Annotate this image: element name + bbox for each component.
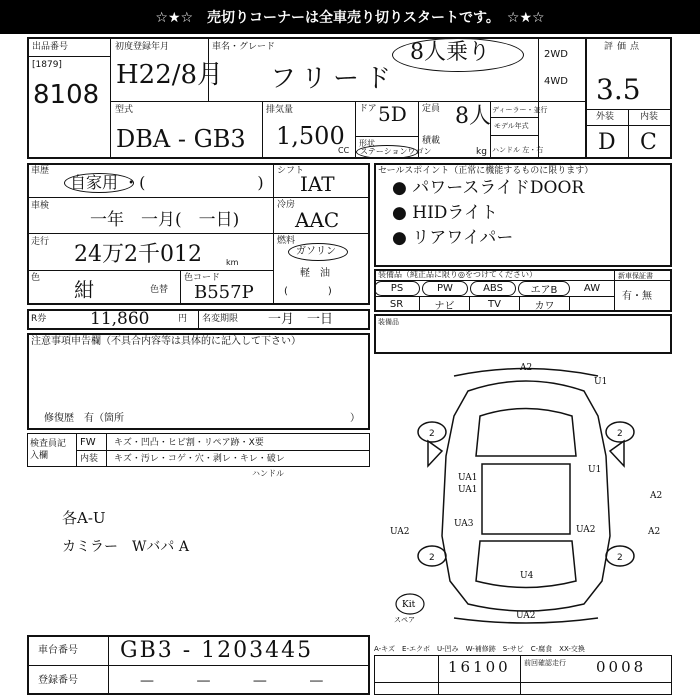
damage-legend: A-キズ E-エクボ U-凹み W-補修跡 S-サビ C-腐食 XX-交換 bbox=[374, 645, 585, 653]
doors-label: ドア bbox=[359, 104, 377, 114]
annotation-small: ハンドル bbox=[252, 469, 284, 478]
mileage-box-value: 16100 bbox=[448, 658, 511, 676]
counter-value: 0008 bbox=[596, 658, 647, 676]
equip-leather: カワ bbox=[520, 297, 570, 312]
mark-a2-top: A2 bbox=[520, 363, 533, 373]
ac-label: 冷房 bbox=[277, 200, 296, 210]
shape-label: 形状 bbox=[359, 139, 375, 148]
fw-label: FW bbox=[80, 437, 96, 448]
interior-value: C bbox=[640, 130, 657, 155]
model-label: 車名・グレード bbox=[212, 42, 276, 52]
report-label: 装備品 bbox=[378, 318, 399, 326]
doors-value: 5D bbox=[378, 102, 407, 126]
model-value: フリード bbox=[270, 64, 397, 94]
cc-unit: CC bbox=[338, 146, 350, 155]
inspection-label: 車検 bbox=[31, 201, 50, 211]
mark-a2-right: A2 bbox=[650, 491, 663, 501]
lot-label: 出品番号 bbox=[32, 42, 69, 52]
mark-u4-rear: U4 bbox=[520, 571, 534, 581]
note-line-1: 各A-U bbox=[62, 509, 106, 527]
new-car-label: 新車保証書 bbox=[618, 272, 653, 280]
equip-navi: ナビ bbox=[420, 297, 470, 312]
capacity-value: 8人 bbox=[455, 104, 491, 129]
handle-label: ハンドル 左・右 bbox=[492, 146, 544, 154]
mileage-box-label: 前回確認走行 bbox=[524, 659, 566, 667]
shape-value: ステーションワゴン bbox=[360, 147, 432, 156]
fuel-label: 燃料 bbox=[277, 236, 296, 246]
lot-sub: [1879] bbox=[32, 60, 62, 70]
wheel-mark-fl: 2 bbox=[429, 429, 435, 439]
remarks-title: 注意事項申告欄（不具合内容等は具体的に記入して下さい） bbox=[31, 336, 301, 347]
equip-tv: TV bbox=[470, 297, 520, 312]
color-change-label: 色替 bbox=[150, 285, 169, 295]
score-value: 3.5 bbox=[596, 73, 641, 106]
wheel-mark-fr: 2 bbox=[617, 429, 623, 439]
mark-u1-right: U1 bbox=[588, 465, 602, 475]
drive-2wd: 2WD bbox=[544, 49, 568, 60]
recycle-unit: 円 bbox=[178, 314, 188, 324]
recycle-label: R券 bbox=[31, 314, 47, 324]
color-code-value: B557P bbox=[194, 282, 254, 303]
type-label: 型式 bbox=[115, 105, 134, 115]
inspection-value: 一年 一月( 一日) bbox=[90, 210, 240, 230]
ac-value: AAC bbox=[295, 208, 340, 232]
new-car-value: 有・無 bbox=[622, 291, 652, 302]
name-limit-label: 名変期限 bbox=[202, 314, 239, 324]
name-limit-value: 一月 一日 bbox=[268, 312, 334, 327]
shift-value: IAT bbox=[300, 172, 335, 196]
kit-label: Kit bbox=[402, 600, 416, 610]
repair-label: 修復歴 有（箇所 bbox=[44, 413, 124, 424]
exterior-label: 外装 bbox=[596, 112, 615, 122]
mileage-value: 24万2千012 bbox=[74, 242, 202, 267]
sales-point-2: ● HIDライト bbox=[392, 203, 498, 223]
note-value: 8人乗り bbox=[410, 40, 490, 65]
repair-close: ） bbox=[350, 413, 360, 424]
capacity-label: 定員 bbox=[422, 104, 441, 114]
interior-label: 内装 bbox=[640, 112, 659, 122]
note-line-2: カミラー Wバパ A bbox=[62, 539, 189, 555]
load-unit: kg bbox=[476, 147, 487, 157]
spare-label: スペア bbox=[394, 616, 415, 624]
interior-items-label: 内装 bbox=[80, 454, 99, 464]
reg-value: H22/8月 bbox=[116, 60, 224, 90]
equip-aw: AW bbox=[583, 283, 601, 294]
fuel-paren: ( ) bbox=[284, 286, 332, 297]
fuel-value: ガソリン bbox=[296, 246, 336, 257]
chassis-value: GB3 - 1203445 bbox=[120, 638, 314, 663]
mark-u1-top: U1 bbox=[594, 377, 608, 387]
load-label: 積載 bbox=[422, 136, 441, 146]
mileage-label: 走行 bbox=[31, 237, 50, 247]
wheel-mark-rr: 2 bbox=[617, 553, 623, 563]
banner: ☆★☆ 売切りコーナーは全車売り切りスタートです。 ☆★☆ bbox=[0, 0, 700, 34]
recycle-value: 11,860 bbox=[90, 309, 150, 329]
color-code-label: 色コード bbox=[184, 273, 221, 283]
mark-ua2-rear: UA2 bbox=[516, 611, 536, 621]
interior-items: キズ・汚レ・コゲ・穴・剥レ・キレ・破レ bbox=[114, 454, 285, 464]
type-value: DBA - GB3 bbox=[116, 125, 246, 153]
mark-ua3-center: UA3 bbox=[454, 519, 474, 529]
plate-value: — — — — bbox=[140, 673, 332, 689]
history-value: 自家用 ・( ) bbox=[70, 173, 264, 192]
chassis-label: 車台番号 bbox=[38, 645, 78, 656]
shift-label: シフト bbox=[277, 166, 305, 176]
wheel-mark-rl: 2 bbox=[429, 553, 435, 563]
drive-4wd: 4WD bbox=[544, 76, 568, 87]
lot-number: 8108 bbox=[33, 80, 100, 110]
sales-point-1: ● パワースライドDOOR bbox=[392, 178, 585, 198]
reg-label: 初度登録年月 bbox=[115, 42, 170, 52]
cc-value: 1,500 bbox=[276, 122, 345, 150]
history-label: 車歴 bbox=[31, 166, 50, 176]
equip-pw: PW bbox=[422, 281, 468, 296]
car-damage-diagram bbox=[380, 356, 672, 626]
color-value: 紺 bbox=[74, 278, 94, 302]
report-frame bbox=[374, 314, 672, 354]
mark-ua2-left: UA2 bbox=[390, 527, 410, 537]
dealer-label: ディーラー・並行 bbox=[492, 106, 548, 114]
equip-ps: PS bbox=[374, 281, 420, 296]
color-label: 色 bbox=[31, 273, 41, 283]
mileage-unit: km bbox=[226, 258, 239, 267]
fuel-alt: 軽 油 bbox=[300, 268, 330, 279]
mark-ua2-right: UA2 bbox=[576, 525, 596, 535]
equip-airbag: エアB bbox=[518, 281, 570, 296]
exterior-value: D bbox=[598, 130, 616, 155]
mark-a2-right2: A2 bbox=[648, 527, 661, 537]
mark-ua1-left: UA1 bbox=[458, 473, 478, 483]
equip-sr: SR bbox=[374, 297, 420, 312]
mark-ua1-left2: UA1 bbox=[458, 485, 478, 495]
inspector-label: 検査員記入欄 bbox=[30, 439, 67, 461]
cc-label: 排気量 bbox=[266, 105, 294, 115]
score-label: 評価点 bbox=[604, 42, 644, 52]
equip-abs: ABS bbox=[470, 281, 516, 296]
fw-items: キズ・凹凸・ヒビ割・リペア跡・X要 bbox=[114, 438, 264, 448]
model-year-label: モデル年式 bbox=[494, 122, 529, 130]
sales-point-3: ● リアワイパー bbox=[392, 228, 514, 248]
plate-label: 登録番号 bbox=[38, 675, 78, 686]
sales-title: セールスポイント（正常に機能するものに限ります） bbox=[378, 166, 594, 176]
equipment-title: 装備品（純正品に限り◎をつけてください） bbox=[378, 270, 537, 279]
